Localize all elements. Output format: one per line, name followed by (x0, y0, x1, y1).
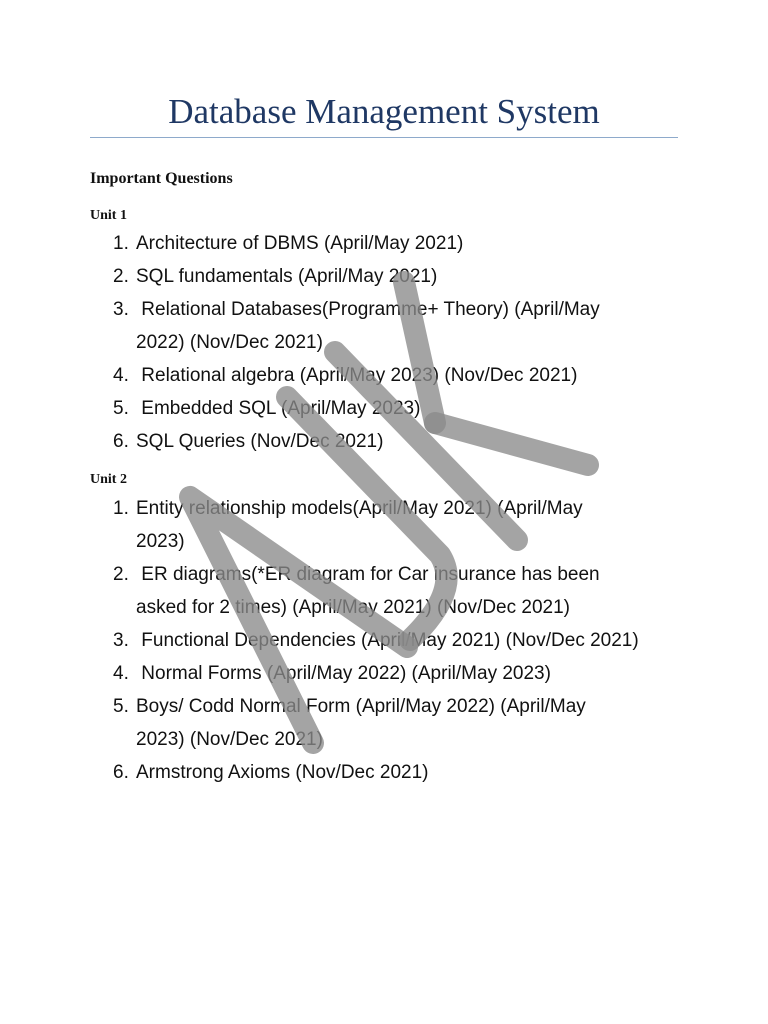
item-text: ER diagrams(*ER diagram for Car insurance has been (136, 564, 600, 585)
item-text: Armstrong Axioms (Nov/Dec 2021) (136, 762, 429, 783)
unit-1-heading: Unit 1 (90, 208, 127, 223)
item-text: Embedded SQL (April/May 2023) (136, 398, 421, 419)
item-number: 3. (113, 630, 129, 651)
item-text: Functional Dependencies (April/May 2021) (Nov/Dec 2021) (136, 630, 639, 651)
item-number: 6. (113, 762, 129, 783)
item-text: asked for 2 times) (April/May 2021) (Nov/Dec 2021) (136, 597, 570, 618)
item-text: Relational Databases(Programme+ Theory) (April/May (136, 299, 600, 320)
title-divider (90, 137, 678, 138)
item-text: 2023) (Nov/Dec 2021) (136, 729, 323, 750)
document-title: Database Management System (168, 92, 600, 131)
item-text: Relational algebra (April/May 2023) (Nov/Dec 2021) (136, 365, 578, 386)
item-text: Architecture of DBMS (April/May 2021) (136, 233, 464, 254)
item-number: 1. (113, 233, 129, 254)
item-number: 4. (113, 365, 129, 386)
list-item (113, 293, 600, 359)
list-item (113, 558, 639, 624)
list-item (113, 359, 600, 392)
item-text: SQL Queries (Nov/Dec 2021) (136, 431, 384, 452)
section-heading: Important Questions (90, 170, 233, 187)
list-item (113, 657, 639, 690)
unit-2-list (113, 492, 639, 789)
item-number: 5. (113, 696, 129, 717)
unit-1-list (113, 227, 600, 458)
item-number: 2. (113, 564, 129, 585)
item-number: 3. (113, 299, 129, 320)
list-item (113, 756, 639, 789)
item-text: 2022) (Nov/Dec 2021) (136, 332, 323, 353)
list-item (113, 624, 639, 657)
item-text: Normal Forms (April/May 2022) (April/May 2023) (136, 663, 551, 684)
item-text: SQL fundamentals (April/May 2021) (136, 266, 438, 287)
item-number: 5. (113, 398, 129, 419)
list-item (113, 227, 600, 260)
item-text: 2023) (136, 531, 185, 552)
item-number: 6. (113, 431, 129, 452)
list-item (113, 492, 639, 558)
item-number: 1. (113, 498, 129, 519)
item-number: 2. (113, 266, 129, 287)
list-item (113, 690, 639, 756)
list-item (113, 425, 600, 458)
item-text: Entity relationship models(April/May 2021) (April/May (136, 498, 583, 519)
unit-2-heading: Unit 2 (90, 472, 127, 487)
list-item (113, 260, 600, 293)
list-item (113, 392, 600, 425)
item-number: 4. (113, 663, 129, 684)
item-text: Boys/ Codd Normal Form (April/May 2022) (April/May (136, 696, 586, 717)
